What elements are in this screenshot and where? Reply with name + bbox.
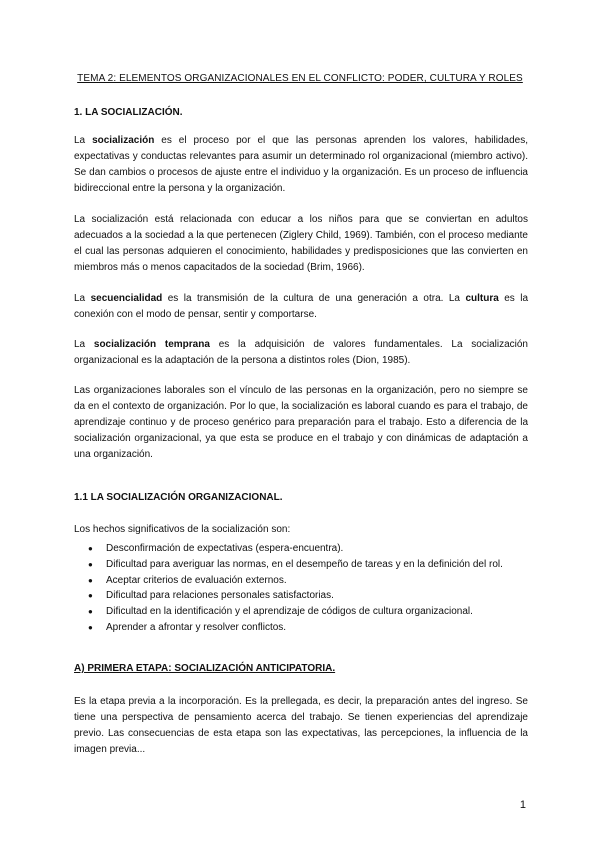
section-heading-socializacion: 1. LA SOCIALIZACIÓN.	[74, 107, 183, 118]
list-item: ● Dificultad para averiguar las normas, en el desempeño de tareas y en la definición del rol.	[74, 557, 534, 573]
section-heading-socializacion-organizacional: 1.1 LA SOCIALIZACIÓN ORGANIZACIONAL.	[74, 492, 283, 503]
term-socializacion-temprana: socialización temprana	[93, 339, 210, 350]
paragraph-secuencialidad: La secuencialidad es la transmisión de la cultura de una generación a otra. La cultura es la conexión con el modo de pensar, sentir y comportarse.	[74, 293, 529, 320]
paragraph-socializacion-education: La socialización está relacionada con educar a los niños para que se conviertan en adultos adecuados a la sociedad a la que pertenecen (Ziglery Child, 1969). También, con el proceso mediante el cual las personas adquieren el conocimiento, habilidades y predisposiciones que las convierten en miembros más o menos capacitados de la sociedad (Brim, 1966).	[74, 214, 528, 273]
section-heading-primera-etapa: A) PRIMERA ETAPA: SOCIALIZACIÓN ANTICIPATORIA.	[74, 663, 336, 674]
page-number: 1	[519, 799, 526, 811]
list-item: ● Aceptar criterios de evaluación externos.	[74, 573, 534, 589]
significant-facts-list	[74, 541, 534, 636]
paragraph-socializacion-definition: La socialización es el proceso por el que las personas aprenden los valores, habilidades, expectativas y conductas relevantes para asumir un determinado rol organizacional (miembro activo). Se dan cambios o procesos de ajuste entre el individuo y la organización. Es un proceso de influencia bidireccional entre la persona y la organización.	[74, 135, 528, 194]
list-item: ● Dificultad en la identificación y el aprendizaje de códigos de cultura organizacional.	[74, 604, 534, 620]
paragraph-organizaciones-laborales: Las organizaciones laborales son el vínculo de las personas en la organización, pero no siempre se da en el contexto de organización. Por lo que, la socialización es laboral cuando es para el trabajo, de aprendizaje continuo y de proceso genérico para preparación para el trabajo. Esto a diferencia de la socialización organizacional, ya que esta se produce en el trabajo y con dinámicas de adaptación a una organización.	[74, 385, 528, 460]
term-socializacion: socialización	[92, 135, 155, 146]
document-title: TEMA 2: ELEMENTOS ORGANIZACIONALES EN EL CONFLICTO: PODER, CULTURA Y ROLES	[77, 73, 523, 84]
list-item: ● Desconfirmación de expectativas (espera-encuentra).	[74, 541, 534, 557]
list-item: ● Aprender a afrontar y resolver conflictos.	[74, 620, 534, 636]
list-item: ● Dificultad para relaciones personales satisfactorias.	[74, 588, 534, 604]
term-cultura: cultura	[465, 293, 499, 304]
paragraph-socializacion-temprana: La socialización temprana es la adquisición de valores fundamentales. La socialización organizacional es la adaptación de la persona a distintos roles (Dion, 1985).	[74, 339, 528, 366]
paragraph-primera-etapa: Es la etapa previa a la incorporación. Es la prellegada, es decir, la preparación antes del ingreso. Se tiene una perspectiva de pensamiento acerca del trabajo. Se tienen experiencias del aprendizaje previo. Las consecuencias de esta etapa son las expectativas, las percepciones, la influencia de la imagen previa...	[74, 696, 528, 755]
term-secuencialidad: secuencialidad	[90, 293, 163, 304]
list-intro: Los hechos significativos de la socialización son:	[74, 524, 291, 535]
